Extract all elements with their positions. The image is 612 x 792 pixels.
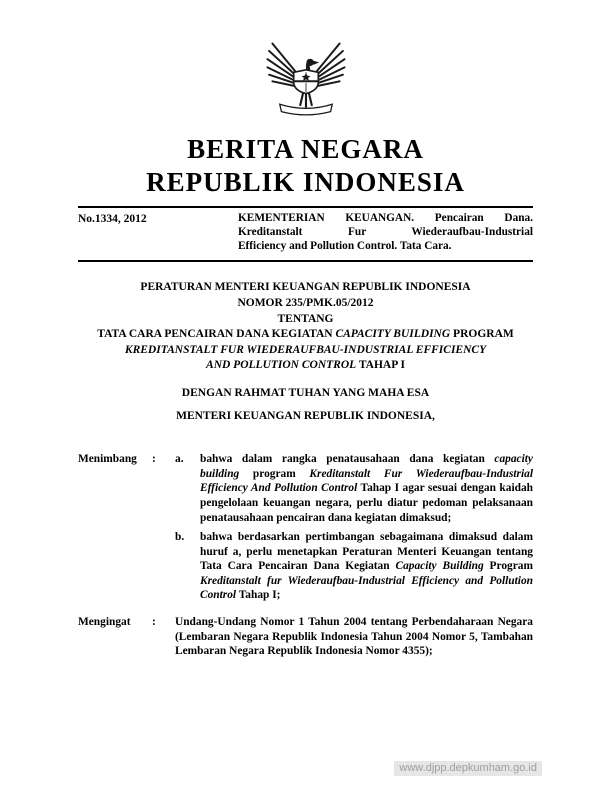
subject-abstract xyxy=(238,212,533,253)
clause-colon: : xyxy=(152,453,156,466)
item-text-segment: Program xyxy=(483,560,533,573)
authority-line: MENTERI KEUANGAN REPUBLIK INDONESIA, xyxy=(176,409,435,422)
emblem-container xyxy=(78,0,533,127)
issue-number: No.1334, 2012 xyxy=(78,213,147,225)
subject-text: TATA CARA PENCAIRAN DANA KEGIATAN xyxy=(97,328,336,341)
abstract-line: Kreditanstalt Fur Wiederaufbau-Industrial xyxy=(238,225,533,238)
watermark-url: www.djpp.depkumham.go.id xyxy=(394,761,542,776)
document-body xyxy=(78,452,533,659)
item-text-italic: Kreditanstalt Fur Wiederaufbau-Industrial Efficiency And Pollution Control xyxy=(200,467,533,495)
clause-menimbang xyxy=(78,452,533,603)
regulation-subject-line2: KREDITANSTALT FUR WIEDERAUFBAU-INDUSTRIAL EFFICIENCY xyxy=(124,343,487,356)
item-text-italic: capacity building xyxy=(200,453,533,480)
issue-row xyxy=(78,208,533,260)
regulation-subject-line1 xyxy=(78,327,533,343)
list-item-b xyxy=(175,530,533,603)
subject-text-italic: CAPACITY BUILDING xyxy=(335,328,451,341)
subject-text: TAHAP I xyxy=(356,359,405,372)
clause-label: Menimbang xyxy=(78,453,137,466)
item-text-segment: program xyxy=(239,467,310,480)
item-marker: b. xyxy=(175,531,185,544)
regulation-number: NOMOR 235/PMK.05/2012 xyxy=(237,296,374,309)
clause-items xyxy=(175,452,533,603)
list-item-a xyxy=(175,452,533,525)
regulation-tentang: TENTANG xyxy=(277,312,334,325)
clause-colon: : xyxy=(152,616,156,629)
subject-text-italic: AND POLLUTION CONTROL xyxy=(206,359,357,372)
item-marker: a. xyxy=(175,453,184,466)
item-text xyxy=(200,530,533,603)
item-text-segment: Tahap I; xyxy=(236,589,281,602)
item-text-italic: Kreditanstalt fur Wiederaufbau-Industrial Efficiency and Pollution Control xyxy=(200,574,533,602)
regulation-title-block xyxy=(78,280,533,424)
item-text-segment: Tahap I agar sesuai dengan kaidah pengelolaan keuangan negara, perlu diatur pedoman pelaksanaan penatausahaan pencairan dana kegiatan dimaksud; xyxy=(200,482,533,524)
garuda-pancasila-emblem xyxy=(265,34,347,122)
item-text-italic: Capacity Building xyxy=(395,560,484,573)
item-text-segment: bahwa berdasarkan pertimbangan sebagaimana dimaksud dalam huruf a, perlu menetapkan Peraturan Menteri Keuangan tentang Tata Cara Pencairan Dana Kegiatan xyxy=(200,531,533,573)
masthead-rule-bottom xyxy=(78,260,533,262)
clause-body-text: Undang-Undang Nomor 1 Tahun 2004 tentang Perbendaharaan Negara (Lembaran Negara Republik Indonesia Tahun 2004 Nomor 5, Tambahan Lembaran Negara Republik Indonesia Nomor 4355); xyxy=(175,616,533,658)
clause-label: Mengingat xyxy=(78,616,131,629)
masthead-title-line2: REPUBLIK INDONESIA xyxy=(146,167,465,197)
item-text xyxy=(200,452,533,525)
abstract-line: KEMENTERIAN KEUANGAN. Pencairan Dana. xyxy=(238,212,533,224)
clause-mengingat xyxy=(78,615,533,659)
subject-text: PROGRAM xyxy=(450,328,514,341)
invocation-line: DENGAN RAHMAT TUHAN YANG MAHA ESA xyxy=(181,386,430,399)
item-text-segment: bahwa dalam rangka penatausahaan dana kegiatan xyxy=(200,453,495,466)
regulation-heading: PERATURAN MENTERI KEUANGAN REPUBLIK INDONESIA xyxy=(140,281,471,294)
regulation-subject-line3 xyxy=(78,358,533,374)
abstract-line: Efficiency and Pollution Control. Tata Cara. xyxy=(238,239,452,252)
masthead-title-line1: BERITA NEGARA xyxy=(187,134,424,164)
